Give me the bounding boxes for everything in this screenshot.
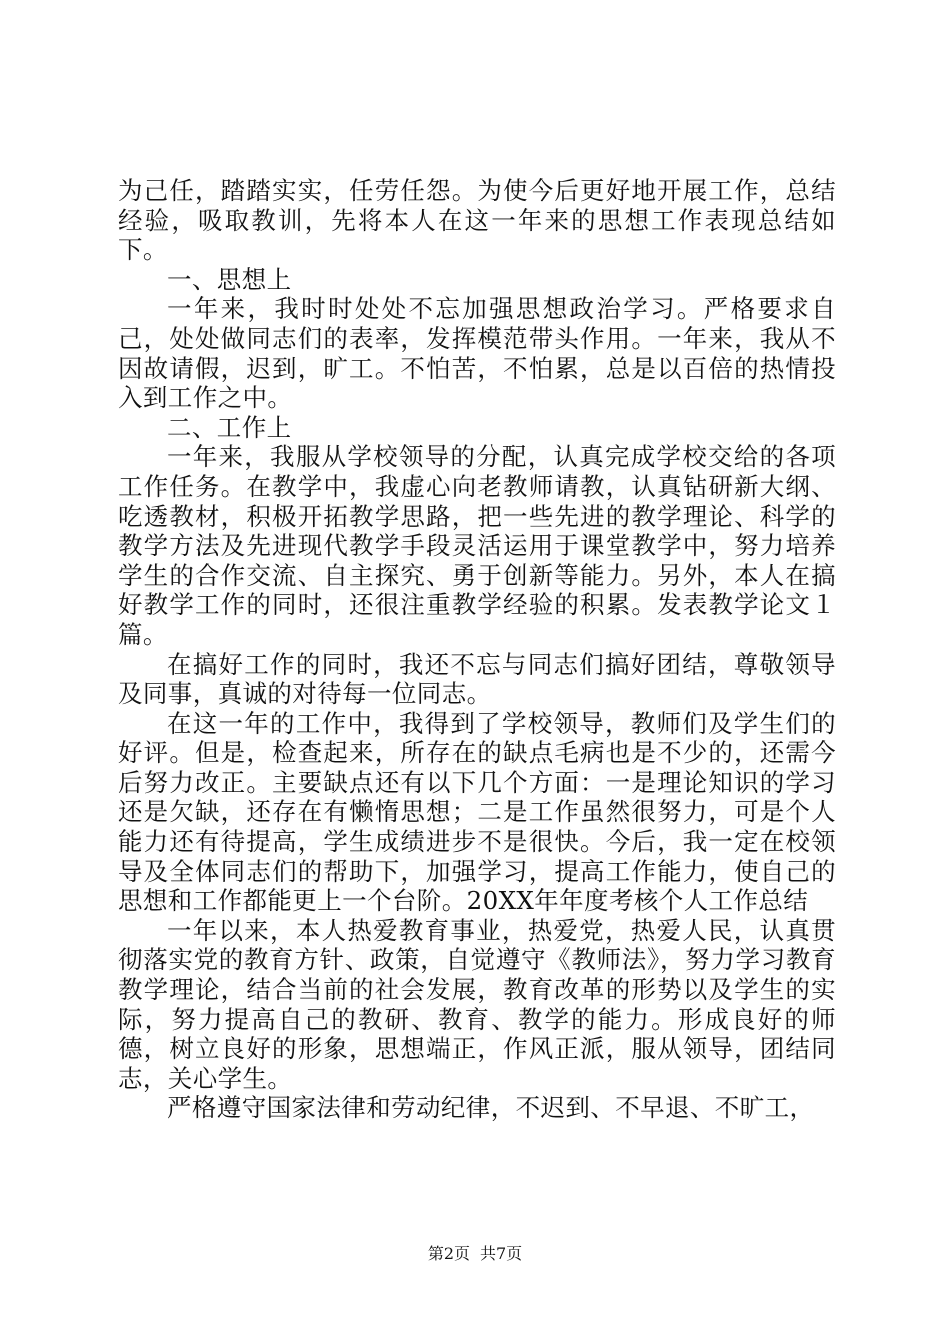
paragraph-unity: 在搞好工作的同时，我还不忘与同志们搞好团结，尊敬领导及同事，真诚的对待每一位同志。 [118,649,836,709]
paragraph-shortcomings: 在这一年的工作中，我得到了学校领导，教师们及学生们的好评。但是，检查起来，所存在的缺点毛病也是不少的，还需今后努力改正。主要缺点还有以下几个方面：一是理论知识的学习还是欠缺，还存在有懒惰思想；二是工作虽然很努力，可是个人能力还有待提高，学生成绩进步不是很快。今后，我一定在校领导及全体同志们的帮助下，加强学习，提高工作能力，使自己的思想和工作都能更上一个台阶。20XX年年度考核个人工作总结 [118,708,836,916]
page-footer [0,1244,950,1264]
paragraph-discipline: 严格遵守国家法律和劳动纪律，不迟到、不早退、不旷工， [167,1093,815,1123]
page-number: 第2页 [427,1244,470,1263]
page-total: 共7页 [480,1244,523,1263]
section-heading-thought: 一、思想上 [167,264,292,294]
paragraph-continuation: 为己任，踏踏实实，任劳任怨。为使今后更好地开展工作，总结经验，吸取教训，先将本人在这一年来的思想工作表现总结如下。 [118,176,836,265]
section-heading-work: 二、工作上 [167,412,292,442]
paragraph-annual-summary: 一年以来，本人热爱教育事业，热爱党，热爱人民，认真贯彻落实党的教育方针、政策，自觉遵守《教师法》，努力学习教育教学理论，结合当前的社会发展，教育改革的形势以及学生的实际，努力提高自己的教研、教育、教学的能力。形成良好的师德，树立良好的形象，思想端正，作风正派，服从领导，团结同志，关心学生。 [118,915,836,1093]
paragraph-work: 一年来，我服从学校领导的分配，认真完成学校交给的各项工作任务。在教学中，我虚心向老教师请教，认真钻研新大纲、吃透教材，积极开拓教学思路，把一些先进的教学理论、科学的教学方法及先进现代教学手段灵活运用于课堂教学中，努力培养学生的合作交流、自主探究、勇于创新等能力。另外，本人在搞好教学工作的同时，还很注重教学经验的积累。发表教学论文１篇。 [118,442,836,649]
document-body [118,176,836,1123]
paragraph-thought: 一年来，我时时处处不忘加强思想政治学习。严格要求自己，处处做同志们的表率，发挥模范带头作用。一年来，我从不因故请假，迟到，旷工。不怕苦，不怕累，总是以百倍的热情投入到工作之中。 [118,294,836,413]
